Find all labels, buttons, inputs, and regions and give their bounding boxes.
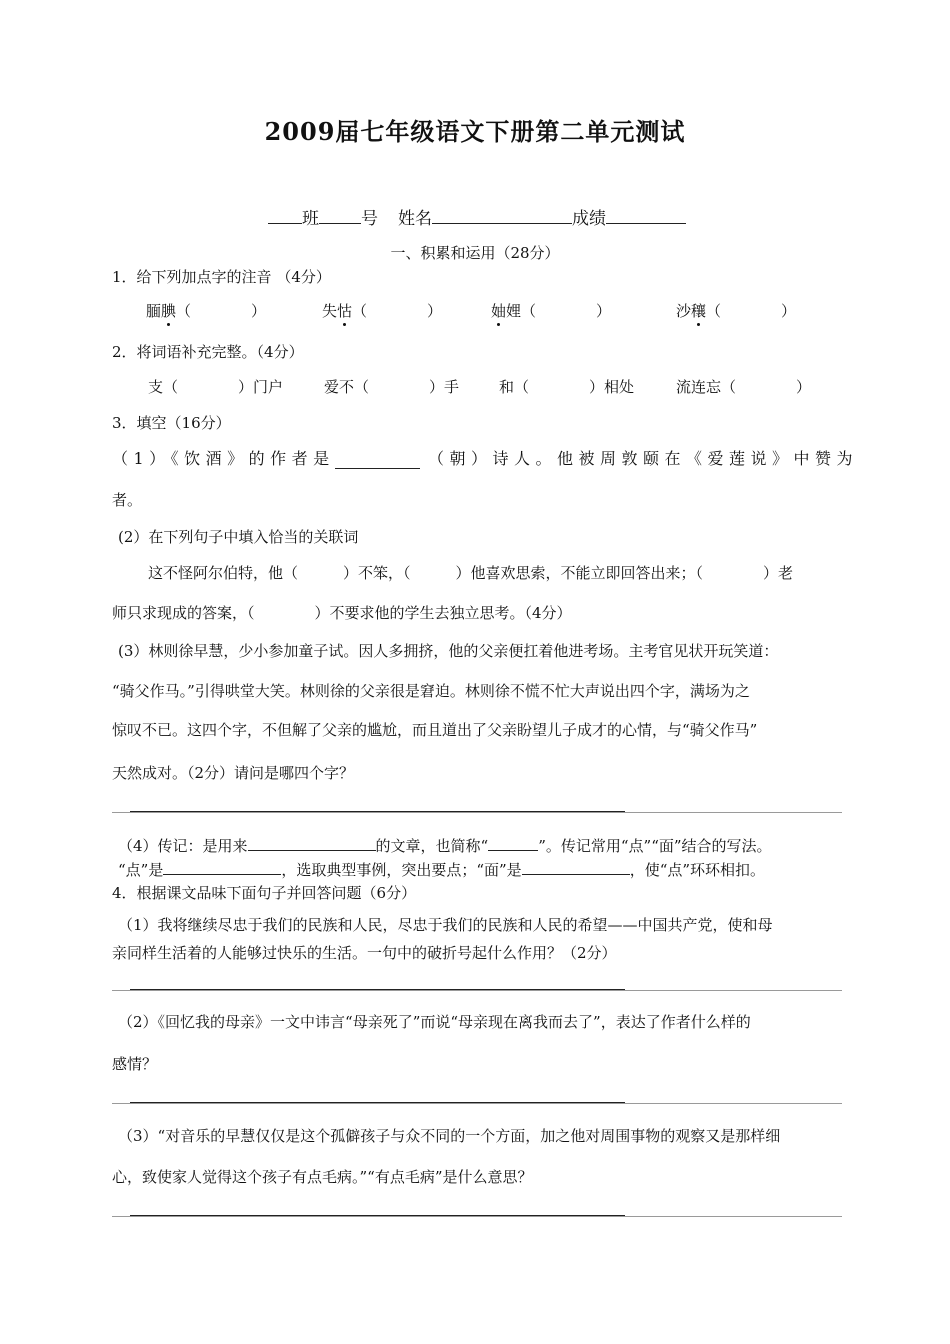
class-label: 班: [302, 209, 319, 229]
q4-s3-line2: 心，致使家人觉得这个孩子有点毛病。”“有点毛病”是什么意思？: [112, 1168, 533, 1186]
answer-blank[interactable]: （ ）: [706, 302, 797, 320]
q4-s1-line1: （1）我将继续尽忠于我们的民族和人民，尽忠于我们的民族和人民的希望——中国共产党，使和母: [118, 916, 773, 934]
q1-item-3: 妯娌（ ）: [491, 302, 612, 320]
answer-line-light: [112, 812, 842, 813]
q3-p3-line1: (3）林则徐早慧，少小参加童子试。因人多拥挤，他的父亲便扛着他进考场。主考官见状开玩笑道：: [118, 642, 779, 660]
author-blank[interactable]: [335, 452, 420, 469]
q4-s3-line1: （3）“对音乐的早慧仅仅是这个孤僻孩子与众不同的一个方面，加之他对周围事物的观察又是那样细: [118, 1127, 781, 1145]
score-label: 成绩: [572, 209, 606, 229]
answer-line[interactable]: [130, 1102, 625, 1103]
name-label: 姓名: [398, 209, 432, 229]
answer-blank[interactable]: （ ）: [352, 302, 443, 320]
q3-p1-a: （1）《饮酒》的作者是: [112, 449, 335, 468]
biography-definition-blank[interactable]: [248, 834, 376, 851]
q3-p3-line4: 天然成对。（2分）请问是哪四个字？: [112, 764, 355, 782]
class-blank[interactable]: [268, 207, 302, 224]
q2-item-1[interactable]: 支（ ）门户: [148, 378, 284, 396]
score-blank[interactable]: [606, 207, 686, 224]
q3-p1-b: （朝）诗人。他被周敦颐在《爱莲说》中赞为: [427, 449, 858, 468]
name-blank[interactable]: [432, 207, 572, 224]
mian-blank[interactable]: [522, 858, 630, 875]
q1-item-4: 沙穰（ ）: [676, 302, 797, 320]
answer-blank[interactable]: （ ）: [176, 302, 267, 320]
q3-p3-line2: “骑父作马。”引得哄堂大笑。林则徐的父亲很是窘迫。林则徐不慌不忙大声说出四个字，满场为之: [112, 682, 750, 700]
answer-line-light: [112, 1103, 842, 1104]
q2-item-2[interactable]: 爱不（ ）手: [324, 378, 460, 396]
dian-blank[interactable]: [163, 858, 281, 875]
q3-part1-line: [112, 446, 858, 469]
answer-line[interactable]: [130, 811, 625, 812]
answer-line-light: [112, 1216, 842, 1217]
q2-item-3[interactable]: 和（ ）相处: [499, 378, 635, 396]
q4-s2-line1: （2）《回忆我的母亲》一文中讳言“母亲死了”而说“母亲现在离我而去了”，表达了作者什么样的: [118, 1013, 751, 1031]
answer-line[interactable]: [130, 1215, 625, 1216]
answer-line-light: [112, 990, 842, 991]
q3-p2-line2[interactable]: 师只求现成的答案，（ ）不要求他的学生去独立思考。（4分）: [112, 604, 572, 622]
q3-p4-line2: “点”是 ，选取典型事例，突出要点；“面”是 ，使“点”环环相扣。: [118, 858, 765, 880]
q1-stem: 1．给下列加点字的注音 （4分）: [112, 268, 331, 286]
number-blank[interactable]: [319, 207, 361, 224]
q1-item-1: 腼腆（ ）: [146, 302, 267, 320]
q3-p4-line1: （4）传记：是用来 的文章，也简称“ ”。传记常用“点”“面”结合的写法。: [118, 834, 772, 856]
q3-p2-line1[interactable]: 这不怪阿尔伯特，他（ ）不笨，（ ）他喜欢思索，不能立即回答出来；（ ）老: [148, 564, 794, 582]
answer-blank[interactable]: （ ）: [521, 302, 612, 320]
page-title: 2009届七年级语文下册第二单元测试: [264, 117, 686, 146]
q3-p2-stem: (2）在下列句子中填入恰当的关联词: [118, 528, 359, 546]
q4-stem: 4．根据课文品味下面句子并回答问题（6分）: [112, 884, 417, 902]
number-label: 号: [361, 209, 378, 229]
section-heading: 一、积累和运用（28分）: [390, 244, 560, 262]
answer-line[interactable]: [130, 989, 625, 990]
short-name-blank[interactable]: [488, 834, 538, 851]
q4-s2-line2: 感情？: [112, 1055, 158, 1073]
q4-s1-line2: 亲同样生活着的人能够过快乐的生活。一句中的破折号起什么作用？（2分）: [112, 944, 617, 962]
q3-p3-line3: 惊叹不已。这四个字，不但解了父亲的尴尬，而且道出了父亲盼望儿子成才的心情，与“骑父作马”: [112, 721, 758, 739]
q2-stem: 2．将词语补充完整。（4分）: [112, 343, 304, 361]
q3-stem: 3．填空（16分）: [112, 414, 231, 432]
q1-item-2: 失怙（ ）: [322, 302, 443, 320]
student-info-line: [268, 204, 686, 229]
q3-p1-c: 者。: [112, 491, 143, 509]
q2-item-4[interactable]: 流连忘（ ）: [676, 378, 812, 396]
